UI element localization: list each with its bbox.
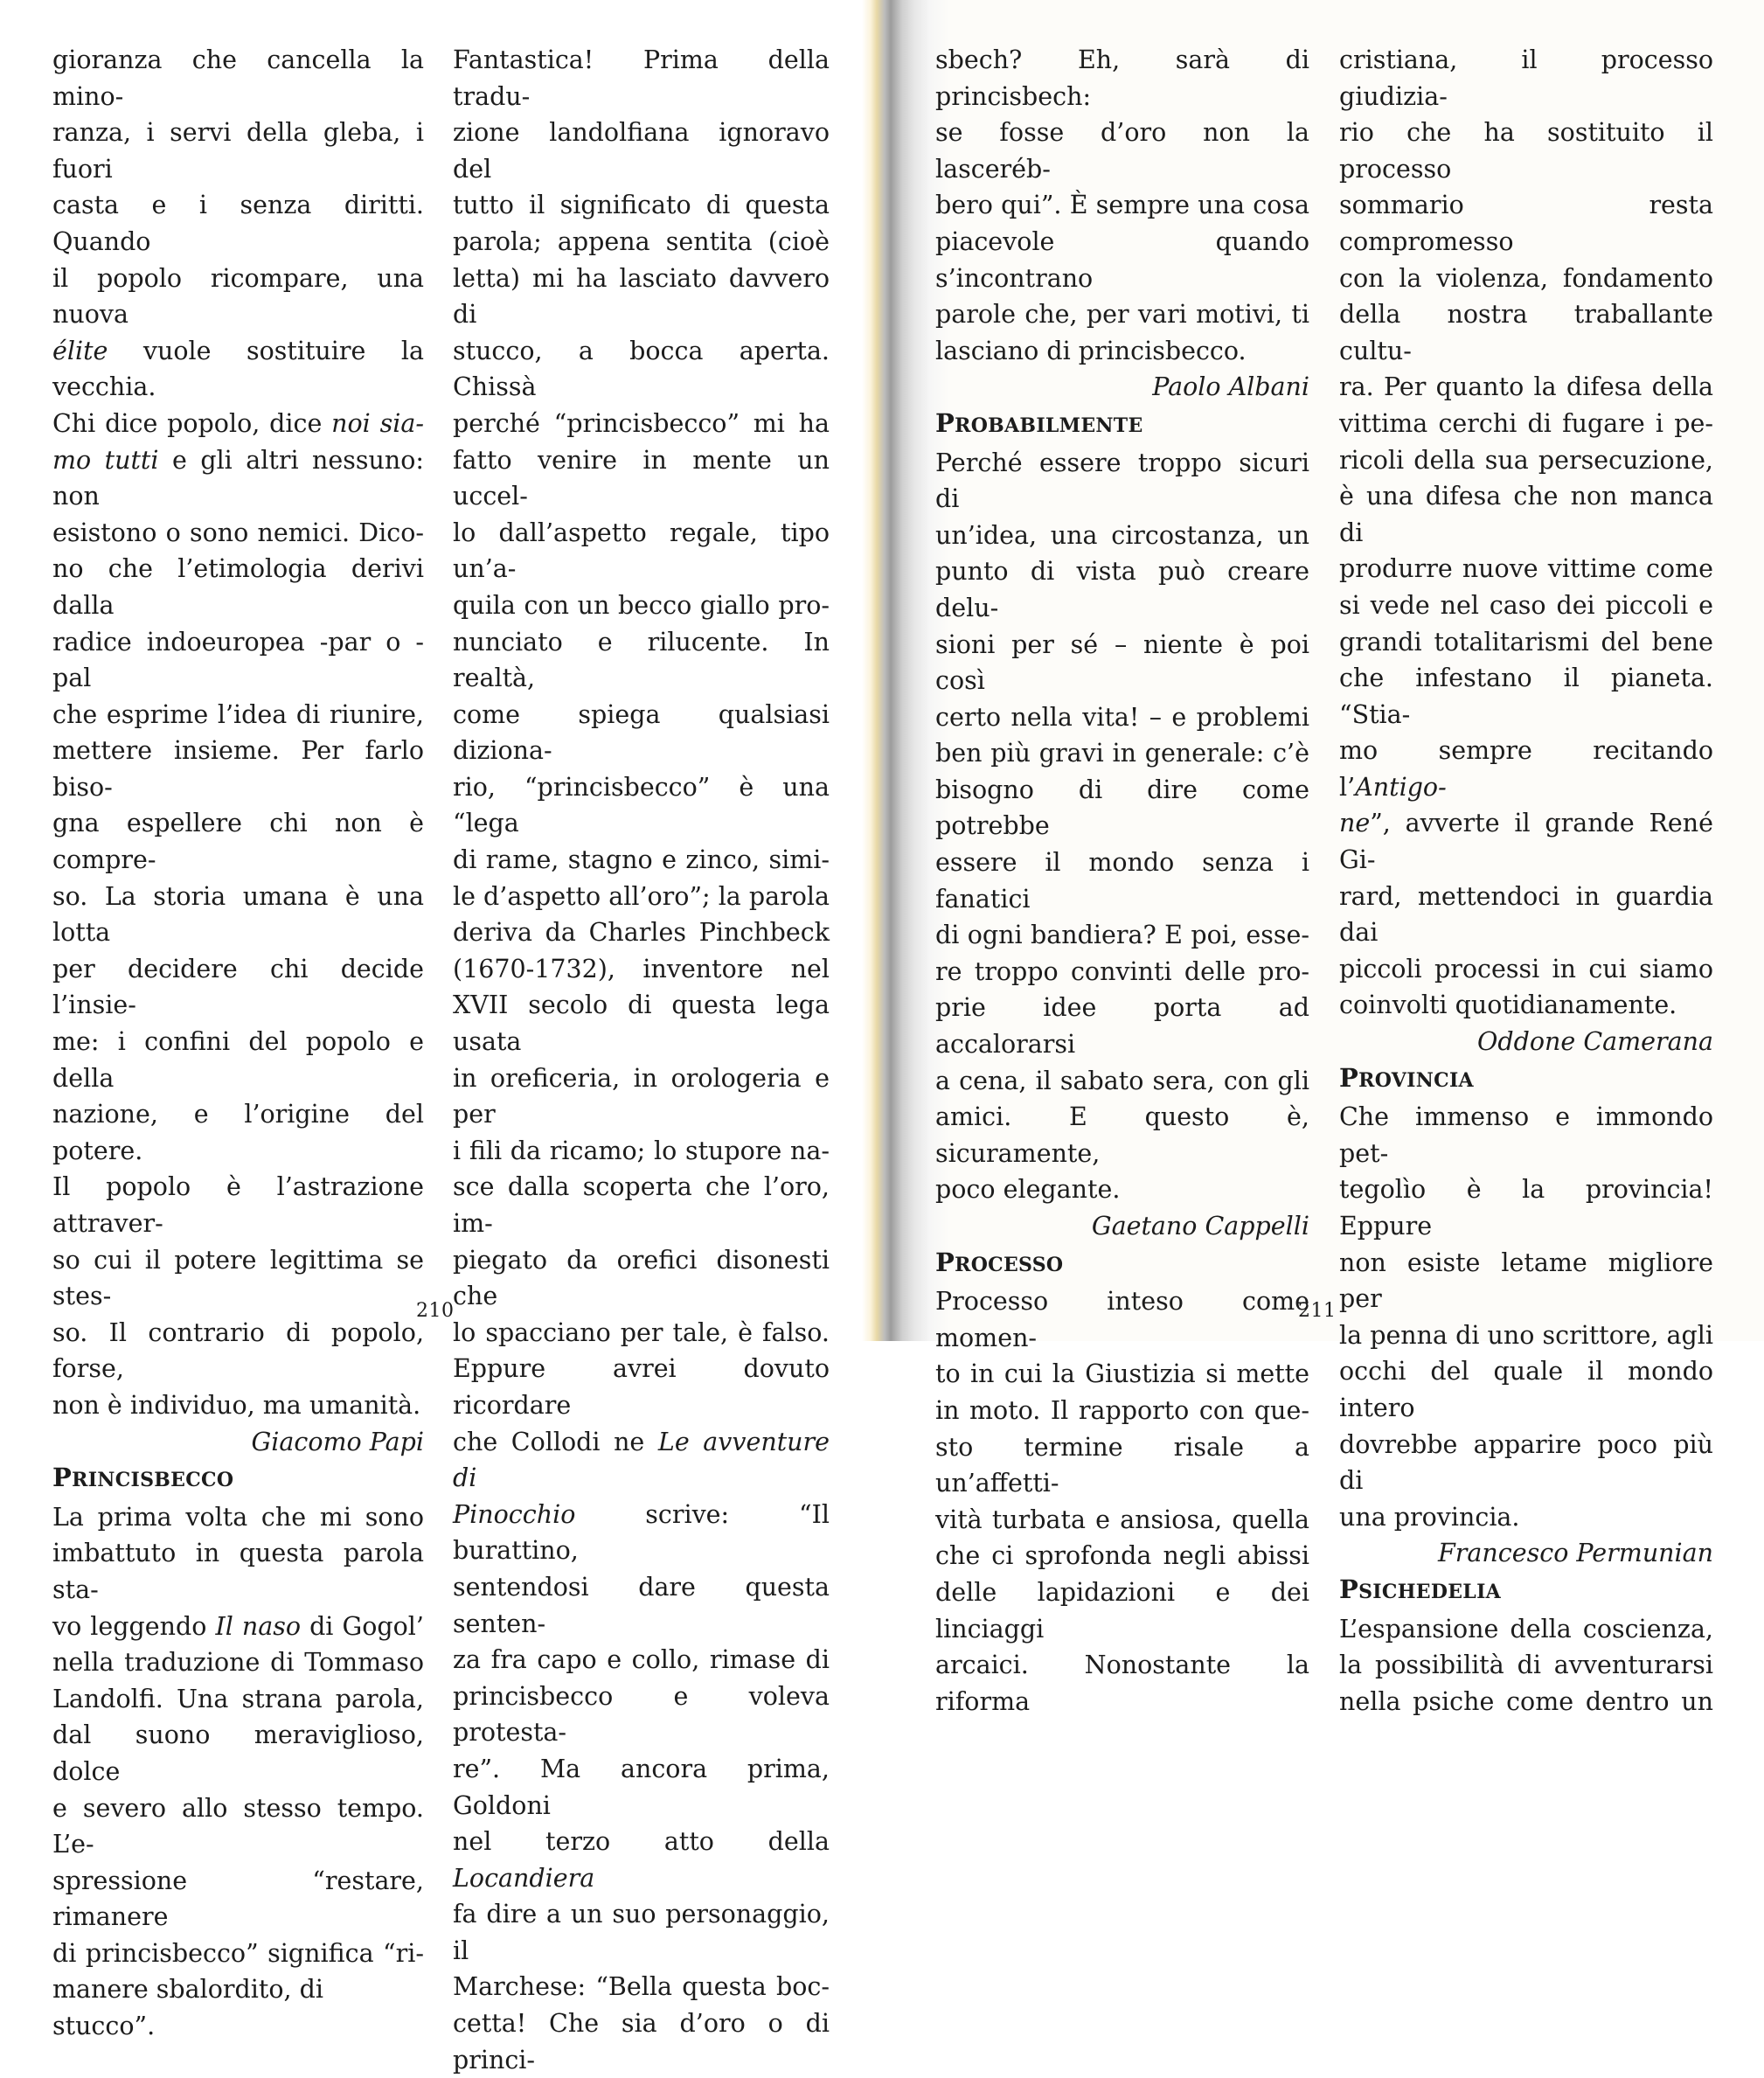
text-line: lo dall’aspetto regale, tipo un’a-: [453, 518, 830, 584]
text-line: certo nella vita! – e problemi: [935, 702, 1309, 732]
heading-rest: RINCISBECCO: [72, 1469, 234, 1492]
text-line: Landolfi. Una strana parola,: [52, 1684, 424, 1713]
text-line: parole che, per vari motivi, ti: [935, 300, 1309, 330]
text-line: Eppure avrei dovuto ricordare: [453, 1354, 830, 1420]
author-signature: Oddone Camerana: [1477, 1027, 1713, 1057]
text-line: vittima cerchi di fugare i pe-: [1339, 408, 1713, 438]
text-line: la possibilità di avventurarsi: [1339, 1651, 1713, 1680]
text-line: nella traduzione di Tommaso: [52, 1648, 424, 1678]
text-line: mettere insieme. Per farlo biso-: [52, 736, 424, 802]
text-line: Processo inteso come momen-: [935, 1287, 1309, 1352]
text-line: essere il mondo senza i fanatici: [935, 848, 1309, 914]
text-line: re”. Ma ancora prima, Goldoni: [453, 1754, 830, 1820]
text-line: vità turbata e ansiosa, quella: [935, 1505, 1309, 1534]
column-4: [1339, 42, 1713, 1720]
italic-title: Il naso: [215, 1611, 302, 1641]
text-line: so. La storia umana è una lotta: [52, 881, 424, 948]
page-number: 211: [1298, 1300, 1337, 1322]
text-line: [453, 1424, 830, 1497]
text-line: non è individuo, ma umanità.: [52, 1390, 421, 1420]
text-span: nel terzo atto della: [453, 1827, 830, 1857]
column-2: [453, 42, 830, 2078]
text-line: [52, 333, 424, 406]
text-line: si vede nel caso dei piccoli e: [1339, 590, 1713, 620]
heading-rest: ROBABILMENTE: [955, 414, 1143, 437]
italic-title: Le avventure di: [453, 1427, 830, 1493]
text-line: occhi del quale il mondo intero: [1339, 1357, 1713, 1422]
text-line: nella psiche come dentro un: [1339, 1686, 1713, 1716]
text-line: che infestano il pianeta. “Stia-: [1339, 664, 1713, 729]
text-line: il popolo ricompare, una nuova: [52, 263, 424, 330]
text-line: bero qui”. È sempre una cosa: [935, 191, 1309, 220]
text-line: radice indoeuropea -par o -pal: [52, 627, 424, 693]
heading-initial: P: [935, 1247, 955, 1277]
heading-rest: ROCESSO: [955, 1253, 1064, 1276]
text-line: zione landolfiana ignoravo del: [453, 118, 830, 184]
heading-rest: ROVINCIA: [1358, 1068, 1474, 1092]
text-line: so cui il potere legittima se stes-: [52, 1245, 424, 1311]
text-line: a cena, il sabato sera, con gli: [935, 1066, 1309, 1095]
italic-word: mo tutti: [52, 445, 159, 475]
text-line: rio che ha sostituito il processo: [1339, 118, 1713, 184]
text-line: cristiana, il processo giudizia-: [1339, 45, 1713, 111]
entry-heading: [52, 1460, 424, 1499]
text-line: ra. Per quanto la difesa della: [1339, 372, 1713, 402]
text-line: amici. E questo è, sicuramente,: [935, 1102, 1309, 1168]
text-line: che ci sprofonda negli abissi: [935, 1541, 1309, 1571]
text-line: di rame, stagno e zinco, simi-: [453, 845, 830, 875]
text-line: stucco, a bocca aperta. Chissà: [453, 336, 830, 402]
text-line: le d’aspetto all’oro”; la parola: [453, 881, 830, 911]
text-line: e severo allo stesso tempo. L’e-: [52, 1793, 424, 1859]
text-line: imbattuto in questa parola sta-: [52, 1539, 424, 1604]
entry-heading: [935, 406, 1309, 445]
text-line: [1339, 733, 1713, 805]
text-line: la penna di uno scrittore, agli: [1339, 1320, 1713, 1350]
text-line: [52, 406, 424, 442]
text-span: mo sempre recitando l’: [1339, 736, 1713, 802]
text-line: [453, 1497, 830, 1569]
text-line: fa dire a un suo personaggio, il: [453, 1900, 830, 1965]
text-line: dovrebbe apparire poco più di: [1339, 1429, 1713, 1496]
text-line: in oreficeria, in orologeria e per: [453, 1063, 830, 1129]
text-line: sbech? Eh, sarà di princisbech:: [935, 45, 1309, 111]
text-span: vo leggendo: [52, 1611, 216, 1641]
text-line: [453, 1824, 830, 1896]
text-line: nazione, e l’origine del potere.: [52, 1100, 424, 1165]
text-line: re troppo convinti delle pro-: [935, 956, 1309, 986]
text-line: bisogno di dire come potrebbe: [935, 775, 1309, 841]
text-line: sioni per sé – niente è poi così: [935, 629, 1309, 696]
author-signature: Francesco Permunian: [1438, 1539, 1713, 1568]
italic-word: noi sia-: [331, 408, 424, 438]
text-line: rio, “princisbecco” è una “lega: [453, 772, 830, 838]
text-line: gna espellere chi non è compre-: [52, 809, 424, 875]
text-line: so. Il contrario di popolo, forse,: [52, 1317, 424, 1384]
text-line: Marchese: “Bella questa boc-: [453, 1972, 830, 2002]
page-number: 210: [416, 1300, 455, 1322]
text-line: esistono o sono nemici. Dico-: [52, 518, 424, 547]
text-line: piegato da orefici disonesti che: [453, 1245, 830, 1311]
text-line: [52, 442, 424, 515]
text-line: se fosse d’oro non la lasceréb-: [935, 118, 1309, 184]
text-line: delle lapidazioni e dei linciaggi: [935, 1577, 1309, 1644]
text-line: parola; appena sentita (cioè: [453, 226, 830, 256]
text-line: dal suono meraviglioso, dolce: [52, 1720, 424, 1786]
text-line: deriva da Charles Pinchbeck: [453, 918, 830, 948]
text-line: letta) mi ha lasciato davvero di: [453, 263, 830, 330]
author-signature: Giacomo Papi: [251, 1427, 424, 1456]
text-span: vuole sostituire la vecchia.: [52, 336, 424, 402]
text-line: tutto il significato di questa: [453, 191, 830, 220]
text-line: con la violenza, fondamento: [1339, 263, 1713, 293]
text-line: me: i confini del popolo e della: [52, 1027, 424, 1093]
text-line: to in cui la Giustizia si mette: [935, 1359, 1309, 1389]
text-line: i fili da ricamo; lo stupore na-: [453, 1136, 830, 1165]
text-line: di ogni bandiera? E poi, esse-: [935, 921, 1309, 950]
text-line: Fantastica! Prima della tradu-: [453, 45, 830, 111]
text-line: gioranza che cancella la mino-: [52, 45, 424, 111]
text-line: no che l’etimologia derivi dalla: [52, 554, 424, 620]
text-line: sce dalla scoperta che l’oro, im-: [453, 1172, 830, 1238]
italic-word: élite: [52, 336, 108, 365]
italic-title: ne: [1339, 809, 1371, 838]
text-line: manere sbalordito, di stucco”.: [52, 1975, 323, 2041]
text-line: ranza, i servi della gleba, i fuori: [52, 118, 424, 184]
text-line: Che immenso e immondo pet-: [1339, 1102, 1713, 1168]
text-line: poco elegante.: [935, 1175, 1121, 1205]
text-line: è una difesa che non manca di: [1339, 482, 1713, 547]
text-line: XVII secolo di questa lega usata: [453, 990, 830, 1057]
text-line: grandi totalitarismi del bene: [1339, 627, 1713, 657]
text-line: L’espansione della coscienza,: [1339, 1614, 1713, 1644]
text-line: non esiste letame migliore per: [1339, 1247, 1713, 1314]
text-line: cetta! Che sia d’oro o di princi-: [453, 2009, 830, 2075]
column-1: [52, 42, 424, 2045]
italic-title: Antigo-: [1355, 772, 1447, 802]
text-span: scrive: “Il burattino,: [453, 1499, 830, 1566]
text-line: rard, mettendoci in guardia dai: [1339, 881, 1713, 948]
text-line: della nostra traballante cultu-: [1339, 300, 1713, 365]
author-signature: Gaetano Cappelli: [1091, 1212, 1309, 1241]
text-line: prie idee porta ad accalorarsi: [935, 993, 1309, 1060]
italic-title: Pinocchio: [453, 1499, 576, 1529]
text-line: in moto. Il rapporto con que-: [935, 1395, 1309, 1425]
text-line: come spiega qualsiasi diziona-: [453, 699, 830, 766]
text-line: princisbecco e voleva protesta-: [453, 1681, 830, 1748]
text-line: che esprime l’idea di riunire,: [52, 699, 424, 729]
text-span: che Collodi ne: [453, 1427, 658, 1456]
text-line: quila con un becco giallo pro-: [453, 590, 830, 620]
text-line: spressione “restare, rimanere: [52, 1866, 424, 1932]
text-span: e gli altri nessuno: non: [52, 445, 424, 511]
heading-initial: P: [52, 1463, 73, 1493]
entry-heading: [1339, 1060, 1713, 1100]
text-line: sto termine risale a un’affetti-: [935, 1432, 1309, 1498]
text-span: ”, avverte il grande René Gi-: [1339, 809, 1713, 875]
text-line: un’idea, una circostanza, un: [935, 520, 1309, 550]
text-line: ricoli della sua persecuzione,: [1339, 445, 1713, 475]
text-line: ben più gravi in generale: c’è: [935, 739, 1309, 768]
text-line: nunciato e rilucente. In realtà,: [453, 627, 830, 693]
text-line: di princisbecco” significa “ri-: [52, 1938, 424, 1968]
text-line: Il popolo è l’astrazione attraver-: [52, 1172, 424, 1238]
text-line: [1339, 805, 1713, 878]
entry-heading: [935, 1245, 1309, 1284]
left-page: [0, 0, 879, 2075]
text-line: (1670-1732), inventore nel: [453, 954, 830, 983]
column-3: [935, 42, 1309, 1720]
text-span: di Gogol’: [301, 1611, 424, 1641]
text-line: fatto venire in mente un uccel-: [453, 445, 830, 511]
text-line: arcaici. Nonostante la riforma: [935, 1651, 1309, 1716]
text-line: lo spacciano per tale, è falso.: [453, 1317, 830, 1347]
italic-title: Locandiera: [453, 1863, 595, 1893]
text-line: lasciano di princisbecco.: [935, 336, 1247, 365]
text-line: punto di vista può creare delu-: [935, 557, 1309, 622]
author-signature: Paolo Albani: [1152, 372, 1309, 402]
text-line: una provincia.: [1339, 1502, 1520, 1532]
text-line: piacevole quando s’incontrano: [935, 226, 1309, 293]
heading-initial: P: [1339, 1062, 1359, 1093]
text-line: Perché essere troppo sicuri di: [935, 448, 1309, 514]
text-line: piccoli processi in cui siamo: [1339, 954, 1713, 983]
text-line: produrre nuove vittime come: [1339, 554, 1713, 584]
text-line: per decidere chi decide l’insie-: [52, 954, 424, 1020]
text-line: perché “princisbecco” mi ha: [453, 408, 830, 438]
text-line: sommario resta compromesso: [1339, 191, 1713, 256]
entry-heading: [1339, 1572, 1713, 1611]
heading-rest: SICHEDELIA: [1358, 1580, 1502, 1603]
text-line: casta e i senza diritti. Quando: [52, 191, 424, 256]
text-line: [52, 1609, 424, 1645]
text-line: tegolìo è la provincia! Eppure: [1339, 1175, 1713, 1241]
text-line: za fra capo e collo, rimase di: [453, 1645, 830, 1675]
text-line: sentendosi dare questa senten-: [453, 1572, 830, 1638]
heading-initial: P: [1339, 1574, 1359, 1604]
text-span: Chi dice popolo, dice: [52, 408, 332, 438]
text-line: La prima volta che mi sono: [52, 1502, 424, 1532]
text-line: coinvolti quotidianamente.: [1339, 990, 1677, 1020]
heading-initial: P: [935, 407, 955, 438]
